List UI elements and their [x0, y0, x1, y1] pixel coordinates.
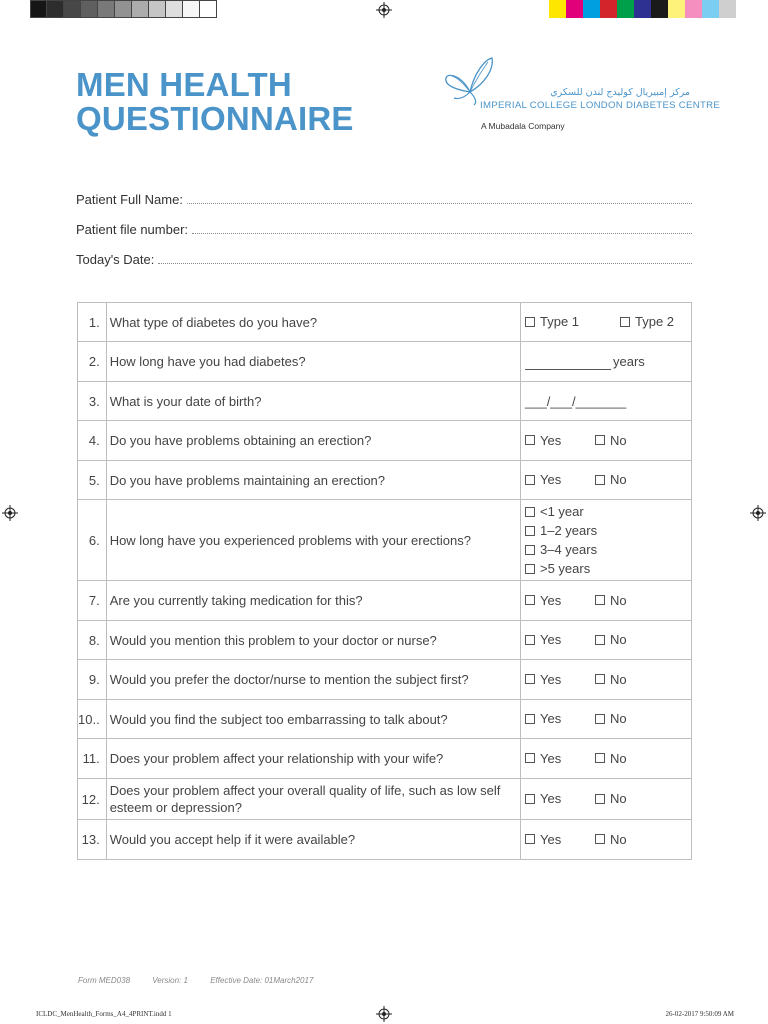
answer-option[interactable]: [595, 791, 627, 806]
patient-name-field[interactable]: [76, 192, 692, 207]
logo-subtitle: A Mubadala Company: [481, 121, 565, 131]
question-text: How long have you had diabetes?: [106, 342, 520, 382]
grayscale-swatch: [81, 0, 98, 18]
answer-option[interactable]: [525, 791, 595, 806]
color-swatch: [634, 0, 651, 18]
patient-file-field[interactable]: [76, 222, 692, 237]
question-number: 5.: [78, 461, 107, 500]
registration-target-icon: [376, 1006, 392, 1022]
grayscale-swatch: [98, 0, 115, 18]
answer-option[interactable]: [620, 314, 674, 329]
print-slug-timestamp: 26-02-2017 9:50:09 AM: [665, 1010, 734, 1018]
grayscale-calibration-bar: [30, 0, 217, 18]
question-text: Are you currently taking medication for this?: [106, 581, 520, 621]
question-row: [78, 820, 692, 860]
todays-date-label: Today's Date:: [76, 252, 155, 267]
color-swatch: [583, 0, 600, 18]
checkbox[interactable]: [595, 674, 605, 684]
checkbox[interactable]: [525, 564, 535, 574]
todays-date-line[interactable]: [158, 263, 692, 264]
years-input[interactable]: [525, 354, 611, 370]
answer-option[interactable]: [595, 632, 627, 647]
question-number: 3.: [78, 382, 107, 421]
checkbox[interactable]: [525, 435, 535, 445]
color-swatch: [617, 0, 634, 18]
question-text: Does your problem affect your relationship with your wife?: [106, 739, 520, 779]
question-number: 11.: [78, 739, 107, 779]
imperial-college-logo: [444, 56, 721, 136]
answer-option[interactable]: [525, 314, 620, 329]
question-text: Does your problem affect your overall quality of life, such as low self esteem or depression?: [106, 779, 520, 820]
option-label: No: [610, 671, 627, 687]
question-row: [78, 700, 692, 739]
butterfly-icon: [444, 56, 496, 106]
answer-option[interactable]: [525, 593, 595, 608]
option-label: <1 year: [540, 504, 584, 519]
question-number: 2.: [78, 342, 107, 382]
question-text: Would you find the subject too embarrassing to talk about?: [106, 700, 520, 739]
form-footer: [78, 976, 333, 985]
option-label: Yes: [540, 831, 562, 847]
answer-option[interactable]: [525, 433, 595, 448]
grayscale-swatch: [132, 0, 149, 18]
option-label: No: [610, 632, 627, 648]
checkbox[interactable]: [525, 595, 535, 605]
patient-file-label: Patient file number:: [76, 222, 189, 237]
color-swatch: [651, 0, 668, 18]
answer-cell: [521, 779, 692, 820]
answer-option[interactable]: [525, 672, 595, 687]
checkbox[interactable]: [525, 545, 535, 555]
title-line-1: MEN HEALTH: [76, 66, 292, 103]
registration-target-icon: [750, 505, 766, 521]
color-swatch: [685, 0, 702, 18]
question-text: Do you have problems obtaining an erection?: [106, 421, 520, 461]
logo-english-text: IMPERIAL COLLEGE LONDON DIABETES CENTRE: [480, 100, 721, 111]
form-number: Form MED038: [78, 976, 131, 985]
color-swatch: [566, 0, 583, 18]
answer-option[interactable]: [595, 472, 627, 487]
years-label: years: [613, 353, 645, 369]
answer-option[interactable]: [595, 832, 627, 847]
question-number: 1.: [78, 303, 107, 342]
question-number: 10..: [78, 700, 107, 739]
checkbox[interactable]: [525, 674, 535, 684]
color-swatch: [549, 0, 566, 18]
checkbox[interactable]: [595, 635, 605, 645]
question-number: 8.: [78, 621, 107, 660]
title-line-2: QUESTIONNAIRE: [76, 100, 354, 137]
answer-option[interactable]: [595, 751, 627, 766]
grayscale-swatch: [47, 0, 64, 18]
question-number: 12.: [78, 779, 107, 820]
todays-date-field[interactable]: [76, 252, 692, 267]
grayscale-swatch: [149, 0, 166, 18]
option-label: >5 years: [540, 561, 591, 576]
checkbox[interactable]: [525, 714, 535, 724]
logo-arabic-text: مركز إمبيريال كوليدج لندن للسكري: [550, 87, 690, 98]
option-label: Yes: [540, 750, 562, 766]
question-row: [78, 461, 692, 500]
question-row: [78, 779, 692, 820]
color-swatch: [600, 0, 617, 18]
checkbox[interactable]: [595, 595, 605, 605]
option-label: Yes: [540, 432, 562, 448]
registration-target-icon: [2, 505, 18, 521]
answer-cell: [521, 581, 692, 621]
grayscale-swatch: [200, 0, 217, 18]
checkbox[interactable]: [525, 794, 535, 804]
answer-option[interactable]: [525, 711, 595, 726]
option-label: No: [610, 711, 627, 727]
option-label: Yes: [540, 671, 562, 687]
grayscale-swatch: [166, 0, 183, 18]
answer-cell: [521, 820, 692, 860]
answer-cell: [521, 303, 692, 342]
question-row: [78, 581, 692, 621]
question-row: [78, 739, 692, 779]
effective-date: Effective Date: 01March2017: [210, 976, 314, 985]
checkbox[interactable]: [525, 507, 535, 517]
option-label: Yes: [540, 791, 562, 807]
grayscale-swatch: [30, 0, 47, 18]
page-title: [76, 68, 354, 136]
question-number: 4.: [78, 421, 107, 461]
color-calibration-bar: [549, 0, 736, 18]
question-number: 7.: [78, 581, 107, 621]
question-row: [78, 382, 692, 421]
question-row: [78, 500, 692, 581]
question-row: [78, 660, 692, 700]
grayscale-swatch: [183, 0, 200, 18]
grayscale-swatch: [64, 0, 81, 18]
question-text: What is your date of birth?: [106, 382, 520, 421]
question-text: What type of diabetes do you have?: [106, 303, 520, 342]
checkbox[interactable]: [595, 794, 605, 804]
checkbox[interactable]: [595, 435, 605, 445]
print-slug-file: ICLDC_MenHealth_Forms_A4_4PRINT.indd 1: [36, 1010, 172, 1018]
answer-cell: [521, 660, 692, 700]
option-label: Yes: [540, 472, 562, 488]
checkbox[interactable]: [525, 475, 535, 485]
checkbox[interactable]: [525, 635, 535, 645]
option-label: No: [610, 472, 627, 488]
answer-cell: [521, 382, 692, 421]
form-version: Version: 1: [152, 976, 188, 985]
question-text: Would you prefer the doctor/nurse to mention the subject first?: [106, 660, 520, 700]
question-row: [78, 342, 692, 382]
answer-option[interactable]: [525, 832, 595, 847]
question-row: [78, 303, 692, 342]
answer-option[interactable]: [595, 672, 627, 687]
answer-cell: [521, 500, 692, 581]
option-label: Yes: [540, 592, 562, 608]
option-label: No: [610, 831, 627, 847]
question-text: How long have you experienced problems with your erections?: [106, 500, 520, 581]
checkbox[interactable]: [595, 753, 605, 763]
question-row: [78, 621, 692, 660]
question-number: 9.: [78, 660, 107, 700]
question-text: Would you mention this problem to your doctor or nurse?: [106, 621, 520, 660]
option-label: Yes: [540, 632, 562, 648]
answer-cell: [521, 342, 692, 382]
option-label: Type 1: [540, 314, 580, 330]
answer-option[interactable]: [525, 521, 691, 540]
answer-option[interactable]: [525, 472, 595, 487]
answer-cell: [521, 461, 692, 500]
checkbox[interactable]: [525, 753, 535, 763]
checkbox[interactable]: [525, 834, 535, 844]
patient-name-label: Patient Full Name:: [76, 192, 183, 207]
question-number: 6.: [78, 500, 107, 581]
color-swatch: [702, 0, 719, 18]
registration-target-icon: [376, 2, 392, 18]
color-swatch: [719, 0, 736, 18]
answer-option[interactable]: [595, 433, 627, 448]
option-label: 1–2 years: [540, 523, 598, 538]
option-label: Yes: [540, 711, 562, 727]
answer-option[interactable]: [525, 540, 691, 559]
color-swatch: [668, 0, 685, 18]
answer-cell: [521, 621, 692, 660]
checkbox[interactable]: [595, 714, 605, 724]
option-label: No: [610, 432, 627, 448]
checkbox[interactable]: [525, 526, 535, 536]
patient-name-line[interactable]: [187, 203, 692, 204]
answer-cell: [521, 700, 692, 739]
question-text: Do you have problems maintaining an erection?: [106, 461, 520, 500]
answer-option[interactable]: [525, 502, 691, 521]
checkbox[interactable]: [620, 317, 630, 327]
question-row: [78, 421, 692, 461]
answer-cell: [521, 739, 692, 779]
answer-option[interactable]: [595, 593, 627, 608]
question-number: 13.: [78, 820, 107, 860]
answer-option[interactable]: [525, 632, 595, 647]
option-label: No: [610, 592, 627, 608]
question-text: Would you accept help if it were available?: [106, 820, 520, 860]
option-label: No: [610, 791, 627, 807]
answer-option[interactable]: [525, 559, 691, 578]
answer-cell: [521, 421, 692, 461]
option-label: Type 2: [635, 314, 675, 330]
answer-option[interactable]: [595, 711, 627, 726]
grayscale-swatch: [115, 0, 132, 18]
option-label: 3–4 years: [540, 542, 598, 557]
checkbox[interactable]: [595, 834, 605, 844]
questionnaire-body: [78, 303, 692, 860]
questionnaire-table: [77, 302, 692, 860]
answer-option[interactable]: [525, 751, 595, 766]
patient-file-line[interactable]: [192, 233, 692, 234]
checkbox[interactable]: [525, 317, 535, 327]
option-label: No: [610, 750, 627, 766]
date-of-birth-input[interactable]: ___/___/_______: [525, 393, 627, 409]
checkbox[interactable]: [595, 475, 605, 485]
